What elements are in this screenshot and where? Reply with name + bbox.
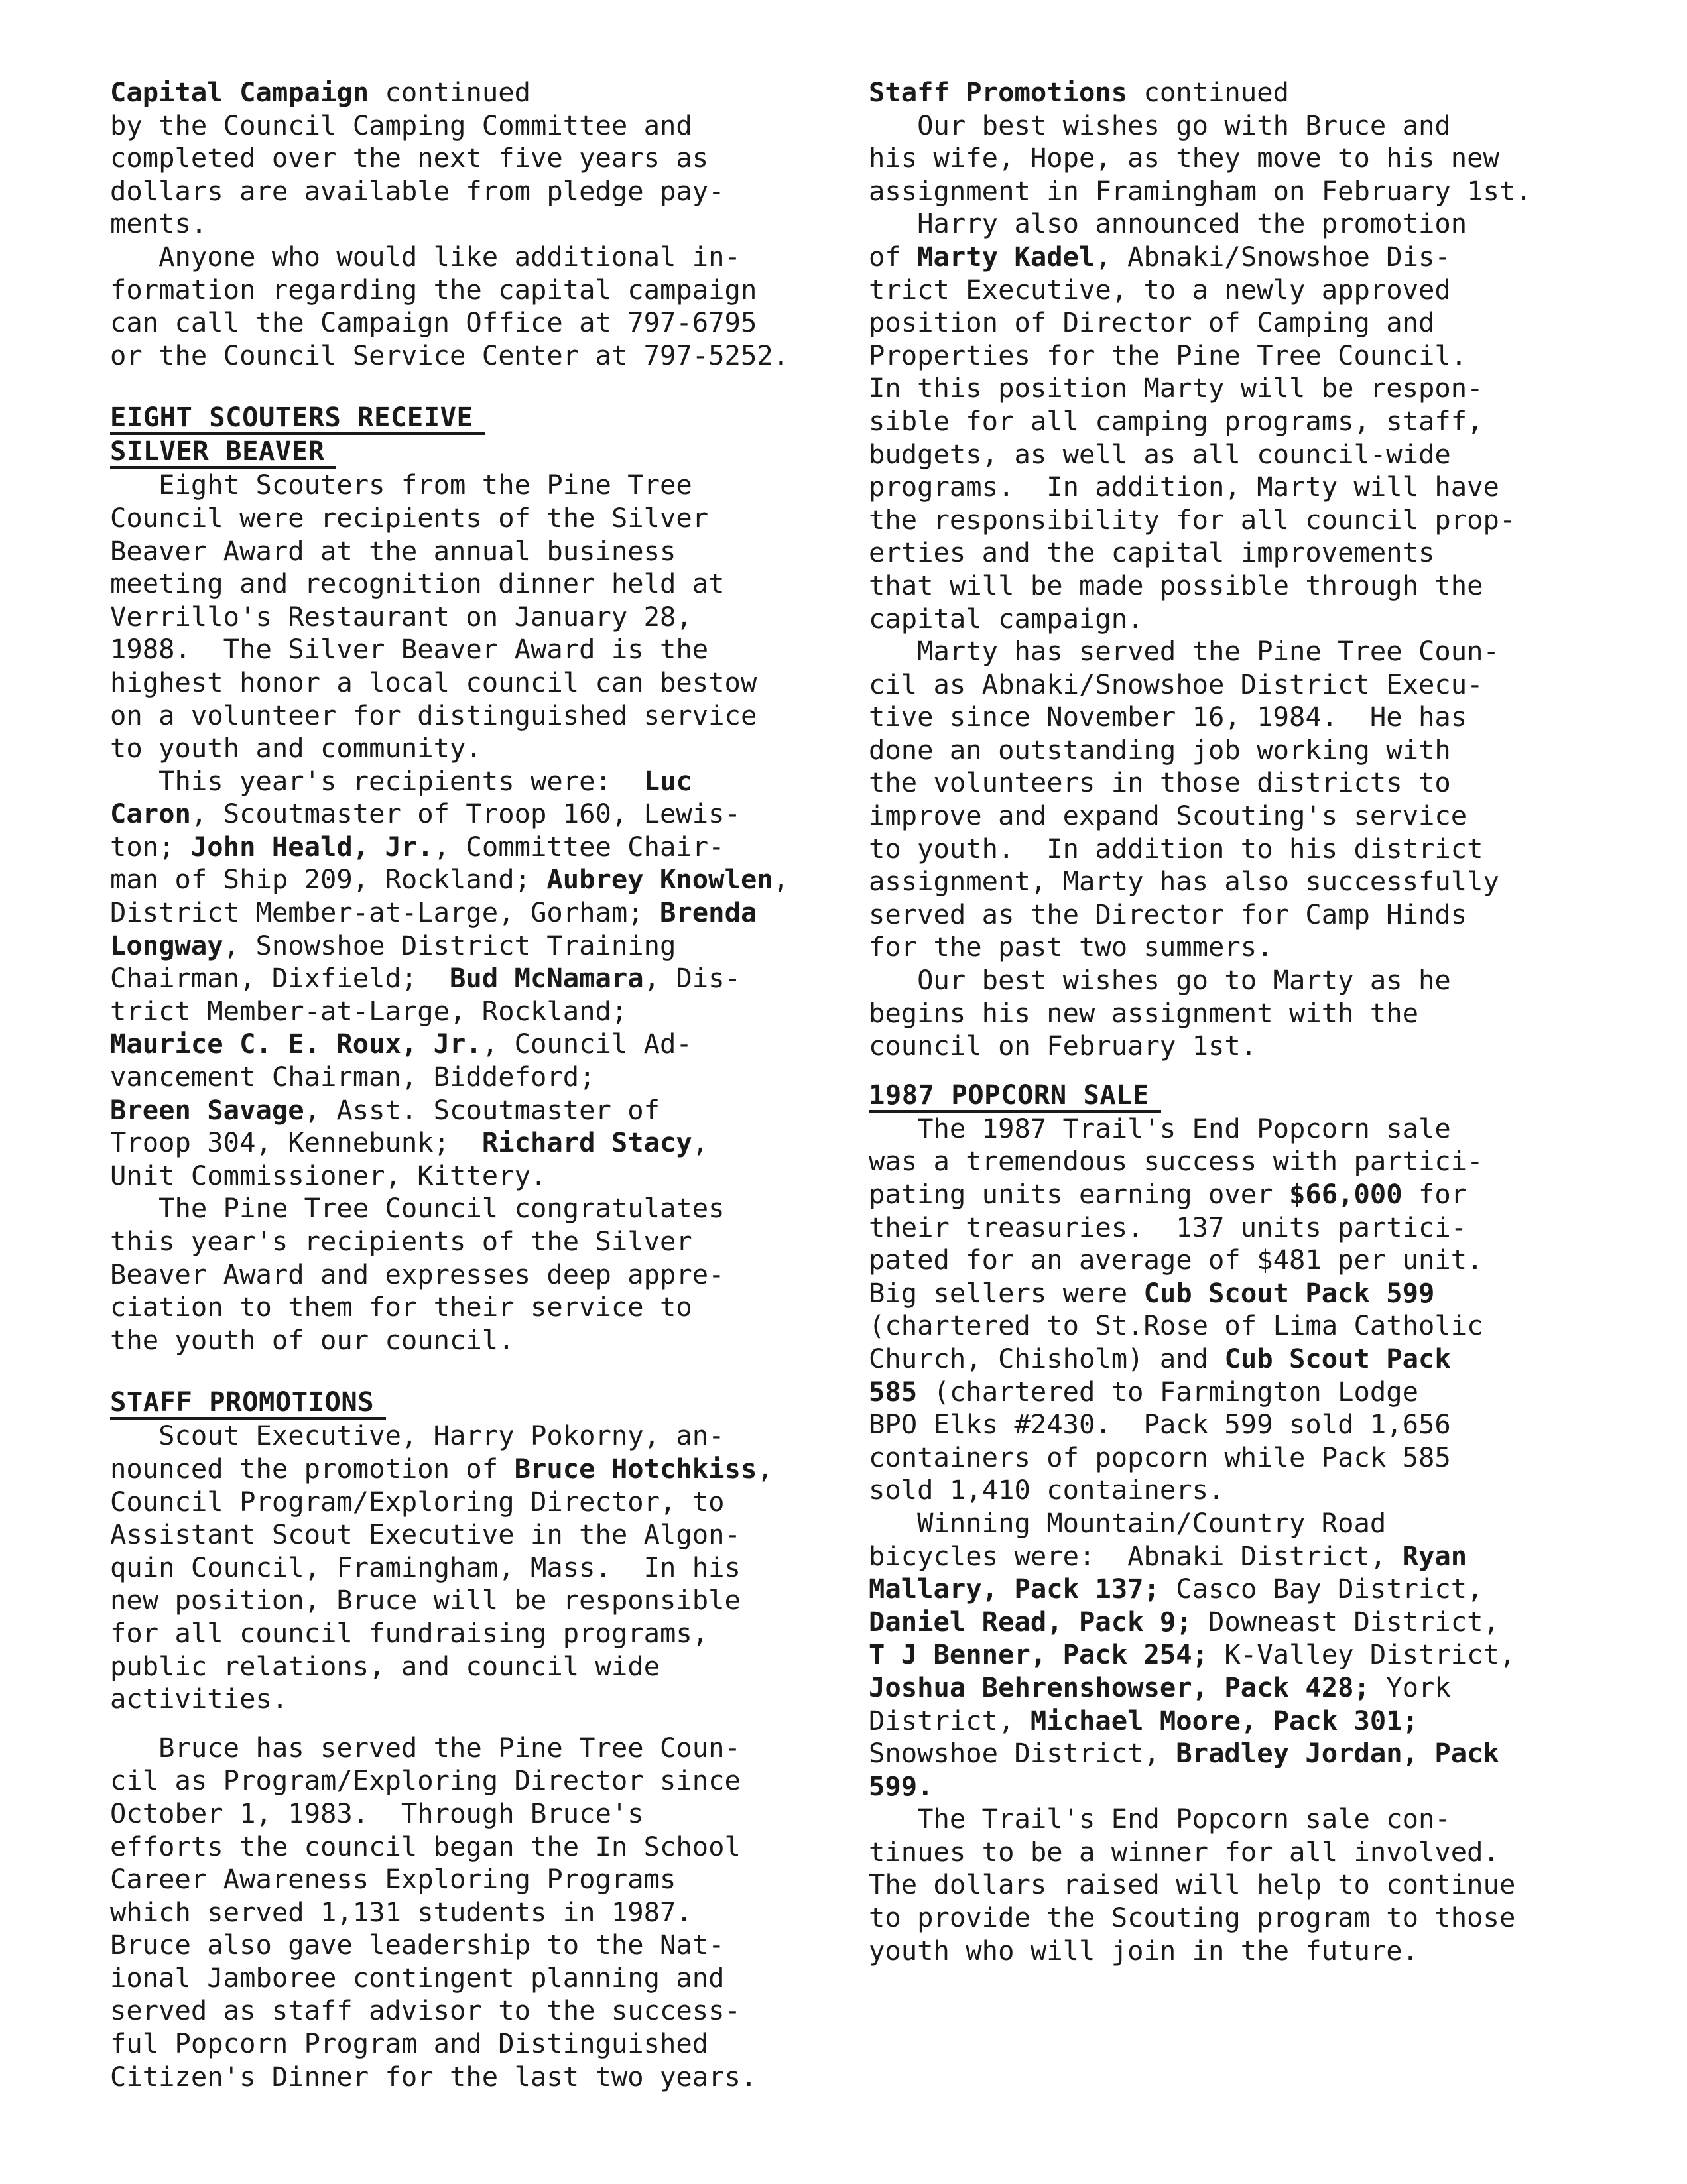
body-line: ton; John Heald, Jr., Committee Chair-: [110, 830, 725, 863]
body-line: Unit Commissioner, Kittery.: [110, 1159, 547, 1191]
body-line: October 1, 1983. Through Bruce's: [110, 1797, 644, 1829]
capital-campaign-continued: [110, 76, 800, 372]
body-line: begins his new assignment with the: [869, 997, 1419, 1029]
body-line: Anyone who would like additional in-: [110, 240, 741, 273]
staff-promotions-continued: [869, 76, 1532, 1063]
silver-beaver-article: [110, 401, 800, 1357]
body-line: ful Popcorn Program and Distinguished: [110, 2028, 709, 2060]
body-line: The dollars raised will help to continue: [869, 1868, 1516, 1901]
body-line: programs. In addition, Marty will have: [869, 471, 1499, 503]
body-line: pated for an average of $481 per unit.: [869, 1244, 1483, 1276]
body-line: In this position Marty will be respon-: [869, 372, 1483, 404]
body-line: quin Council, Framingham, Mass. In his: [110, 1551, 741, 1583]
body-line: cil as Abnaki/Snowshoe District Execu-: [869, 668, 1483, 700]
body-line: pating units earning over $66,000 for: [869, 1178, 1468, 1210]
body-line: can call the Campaign Office at 797-6795: [110, 306, 757, 339]
body-line: tinues to be a winner for all involved.: [869, 1835, 1499, 1868]
body-line: by the Council Camping Committee and: [110, 109, 692, 141]
body-line: T J Benner, Pack 254; K-Valley District,: [869, 1638, 1516, 1671]
body-line: his wife, Hope, as they move to his new: [869, 142, 1499, 174]
article-heading: STAFF PROMOTIONS: [110, 1386, 386, 1420]
body-line: Chairman, Dixfield; Bud McNamara, Dis-: [110, 962, 741, 995]
body-line: Verrillo's Restaurant on January 28,: [110, 600, 692, 633]
body-line: Career Awareness Exploring Programs: [110, 1863, 676, 1896]
body-line: was a tremendous success with partici-: [869, 1145, 1483, 1178]
body-line: highest honor a local council can bestow: [110, 666, 757, 698]
body-line: The Pine Tree Council congratulates: [110, 1192, 725, 1225]
right-column: [869, 76, 1532, 1967]
body-line: Beaver Award at the annual business: [110, 534, 676, 567]
body-line: ional Jamboree contingent planning and: [110, 1961, 725, 1994]
body-line: the responsibility for all council prop-: [869, 503, 1516, 536]
body-line: Caron, Scoutmaster of Troop 160, Lewis-: [110, 798, 741, 830]
body-line: The 1987 Trail's End Popcorn sale: [869, 1112, 1451, 1144]
body-line: (chartered to St.Rose of Lima Catholic: [869, 1309, 1483, 1342]
body-line: 585 (chartered to Farmington Lodge: [869, 1375, 1419, 1408]
body-line: youth who will join in the future.: [869, 1934, 1419, 1967]
body-line: trict Member-at-Large, Rockland;: [110, 995, 628, 1027]
body-line: Maurice C. E. Roux, Jr., Council Ad-: [110, 1028, 692, 1060]
body-line: meeting and recognition dinner held at: [110, 568, 725, 600]
article-heading: 1987 POPCORN SALE: [869, 1079, 1161, 1113]
body-line: District Member-at-Large, Gorham; Brenda: [110, 896, 757, 929]
body-line: tive since November 16, 1984. He has: [869, 701, 1468, 733]
section-continued-title: Capital Campaign continued: [110, 76, 531, 108]
body-line: to provide the Scouting program to those: [869, 1902, 1516, 1934]
body-line: public relations, and council wide: [110, 1650, 660, 1682]
body-line: nounced the promotion of Bruce Hotchkiss,: [110, 1452, 773, 1485]
body-line: Beaver Award and expresses deep appre-: [110, 1258, 725, 1290]
left-column: [110, 76, 800, 2093]
body-line: new position, Bruce will be responsible: [110, 1584, 741, 1616]
body-line: BPO Elks #2430. Pack 599 sold 1,656: [869, 1408, 1451, 1441]
body-line: Snowshoe District, Bradley Jordan, Pack: [869, 1737, 1499, 1770]
body-line: Properties for the Pine Tree Council.: [869, 339, 1468, 371]
body-line: This year's recipients were: Luc: [110, 764, 692, 797]
body-line: cil as Program/Exploring Director since: [110, 1764, 741, 1797]
body-line: on a volunteer for distinguished service: [110, 699, 757, 731]
body-line: this year's recipients of the Silver: [110, 1225, 692, 1257]
body-line: ciation to them for their service to: [110, 1291, 692, 1323]
body-line: which served 1,131 students in 1987.: [110, 1896, 692, 1928]
body-line: Bruce has served the Pine Tree Coun-: [110, 1731, 741, 1764]
body-line: Troop 304, Kennebunk; Richard Stacy,: [110, 1126, 709, 1159]
body-line: or the Council Service Center at 797-5252.: [110, 339, 790, 371]
body-line: council on February 1st.: [869, 1030, 1257, 1062]
body-line: efforts the council began the In School: [110, 1830, 741, 1862]
body-line: for the past two summers.: [869, 931, 1273, 963]
body-line: Daniel Read, Pack 9; Downeast District,: [869, 1605, 1499, 1638]
body-line: Assistant Scout Executive in the Algon-: [110, 1518, 741, 1551]
body-line: Bruce also gave leadership to the Nat-: [110, 1929, 725, 1961]
body-line: 1988. The Silver Beaver Award is the: [110, 633, 709, 666]
body-line: Big sellers were Cub Scout Pack 599: [869, 1276, 1435, 1309]
section-continued-title: Staff Promotions continued: [869, 76, 1289, 108]
body-line: bicycles were: Abnaki District, Ryan: [869, 1540, 1468, 1572]
staff-promotions-article: [110, 1386, 800, 2093]
body-line: their treasuries. 137 units partici-: [869, 1211, 1468, 1243]
body-line: 599.: [869, 1770, 934, 1802]
body-line: Joshua Behrenshowser, Pack 428; York: [869, 1671, 1451, 1703]
popcorn-sale-article: [869, 1079, 1532, 1967]
body-line: sible for all camping programs, staff,: [869, 404, 1483, 437]
body-line: Council were recipients of the Silver: [110, 501, 709, 534]
body-line: position of Director of Camping and: [869, 306, 1435, 339]
body-line: The Trail's End Popcorn sale con-: [869, 1803, 1451, 1835]
body-line: erties and the capital improvements: [869, 536, 1435, 569]
body-line: dollars are available from pledge pay-: [110, 174, 725, 207]
body-line: Eight Scouters from the Pine Tree: [110, 469, 692, 501]
body-line: of Marty Kadel, Abnaki/Snowshoe Dis-: [869, 240, 1451, 273]
body-line: done an outstanding job working with: [869, 733, 1451, 766]
body-line: assignment in Framingham on February 1st.: [869, 174, 1532, 207]
body-line: Our best wishes go with Bruce and: [869, 109, 1451, 141]
body-line: Mallary, Pack 137; Casco Bay District,: [869, 1573, 1483, 1605]
body-line: completed over the next five years as: [110, 142, 709, 174]
body-line: ments.: [110, 208, 208, 240]
body-line: the youth of our council.: [110, 1323, 515, 1356]
body-line: Longway, Snowshoe District Training: [110, 929, 676, 961]
body-line: sold 1,410 containers.: [869, 1474, 1225, 1506]
body-line: trict Executive, to a newly approved: [869, 273, 1451, 306]
body-line: to youth. In addition to his district: [869, 832, 1483, 865]
body-line: activities.: [110, 1683, 288, 1715]
body-line: Church, Chisholm) and Cub Scout Pack: [869, 1342, 1451, 1374]
body-line: Breen Savage, Asst. Scoutmaster of: [110, 1093, 660, 1126]
body-line: Winning Mountain/Country Road: [869, 1506, 1387, 1539]
body-line: improve and expand Scouting's service: [869, 800, 1468, 832]
body-line: served as staff advisor to the success-: [110, 1994, 741, 2027]
body-line: capital campaign.: [869, 602, 1144, 635]
body-line: Marty has served the Pine Tree Coun-: [869, 635, 1499, 668]
body-line: served as the Director for Camp Hinds: [869, 898, 1468, 930]
body-line: assignment, Marty has also successfully: [869, 865, 1499, 898]
body-line: the volunteers in those districts to: [869, 766, 1451, 799]
body-line: formation regarding the capital campaign: [110, 273, 757, 306]
article-heading: SILVER BEAVER: [110, 436, 336, 469]
body-line: Citizen's Dinner for the last two years.: [110, 2060, 757, 2093]
body-line: to youth and community.: [110, 732, 482, 764]
body-line: Scout Executive, Harry Pokorny, an-: [110, 1420, 725, 1452]
body-line: for all council fundraising programs,: [110, 1616, 709, 1649]
body-line: Our best wishes go to Marty as he: [869, 964, 1451, 997]
body-line: vancement Chairman, Biddeford;: [110, 1061, 595, 1093]
body-line: that will be made possible through the: [869, 569, 1483, 601]
body-line: containers of popcorn while Pack 585: [869, 1441, 1451, 1473]
article-heading: EIGHT SCOUTERS RECEIVE: [110, 402, 485, 435]
body-line: Council Program/Exploring Director, to: [110, 1485, 725, 1518]
body-line: budgets, as well as all council-wide: [869, 438, 1451, 470]
body-line: District, Michael Moore, Pack 301;: [869, 1704, 1419, 1736]
body-line: man of Ship 209, Rockland; Aubrey Knowlen,: [110, 863, 790, 896]
body-line: Harry also announced the promotion: [869, 208, 1468, 240]
